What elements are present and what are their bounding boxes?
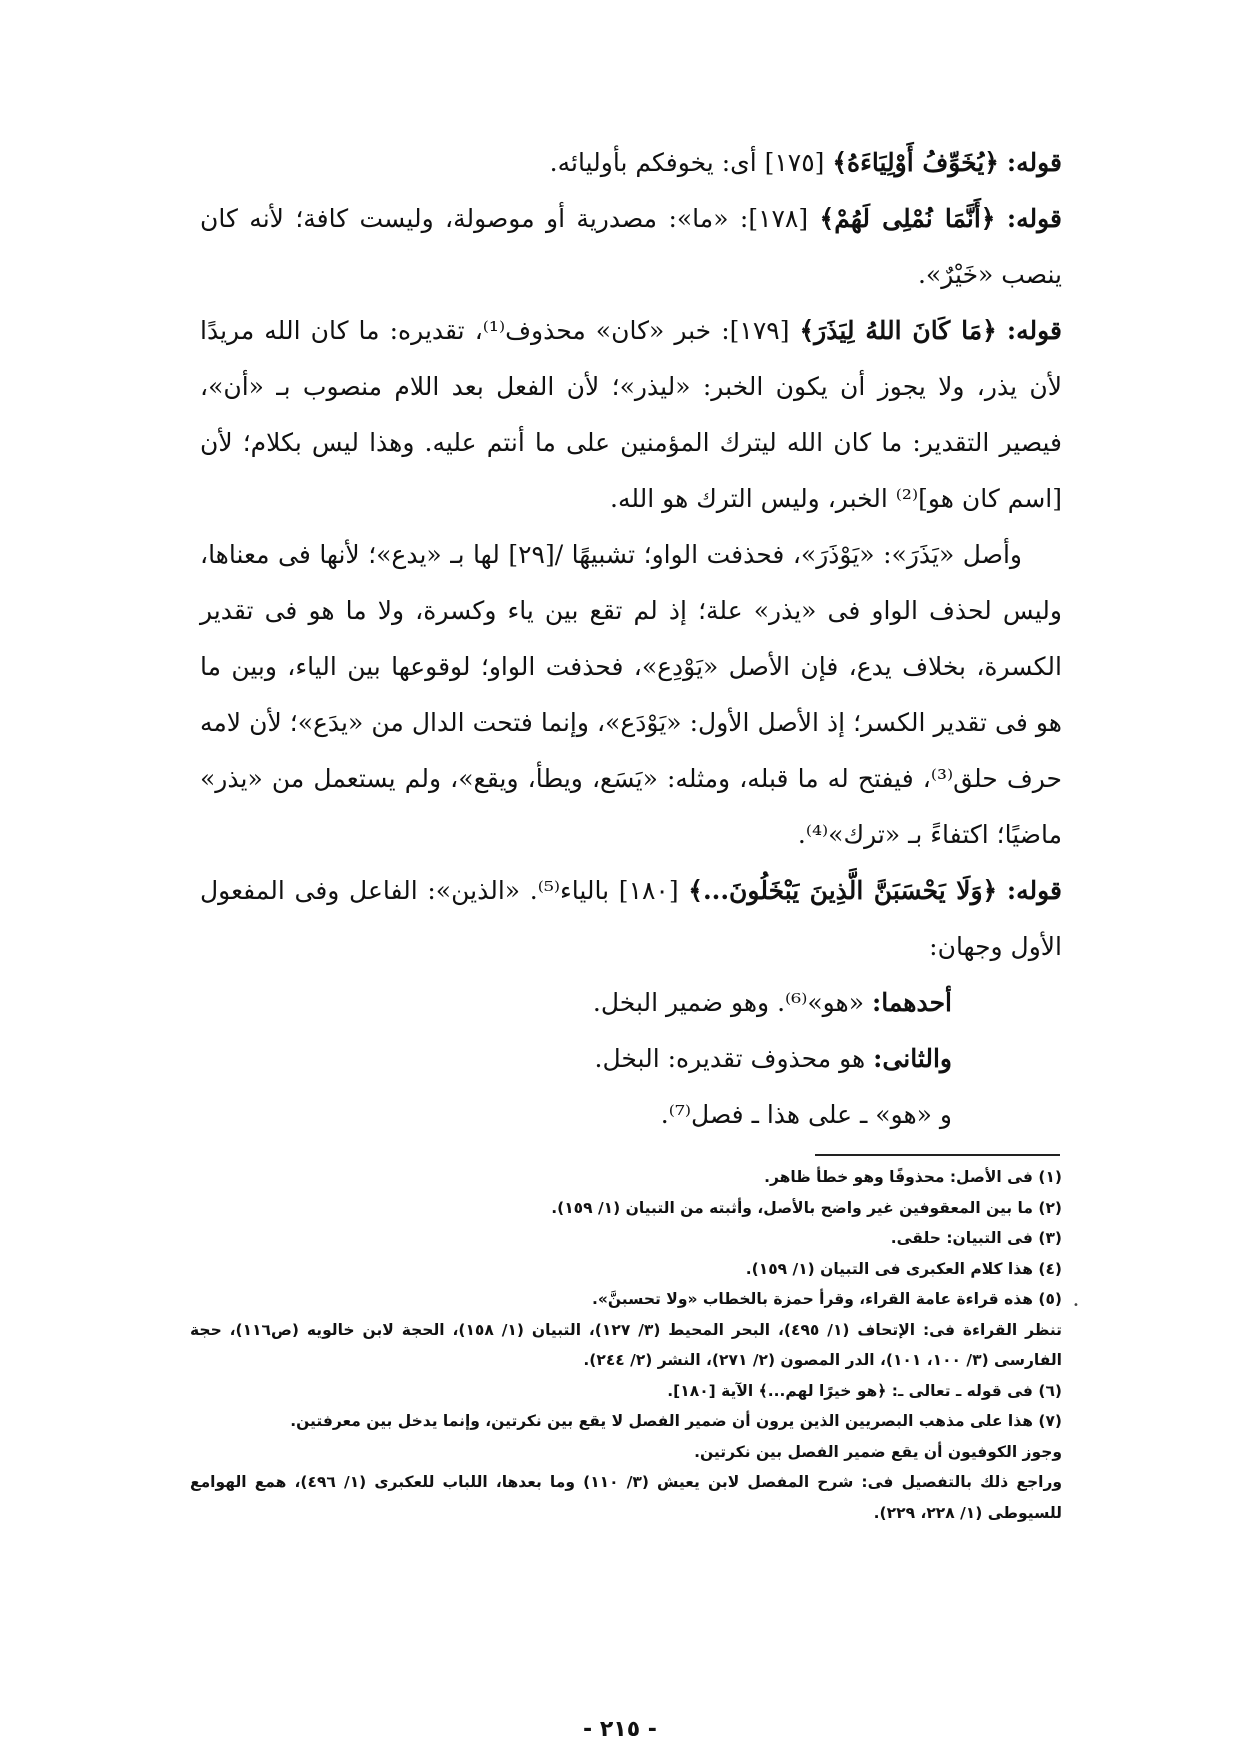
footnote-6: (٦) فى قوله ـ تعالى ـ: ﴿هو خيرًا لهم...﴾ الآية [١٨٠].	[667, 1381, 1062, 1400]
paragraph-2	[200, 191, 1062, 303]
footnote-1: (١) فى الأصل: محذوفًا وهو خطأ ظاهر.	[764, 1168, 1062, 1186]
lead-word: قوله:	[1006, 148, 1062, 177]
lead-word: قوله:	[1006, 204, 1063, 233]
quran-quote: ﴿أَنَّمَا نُمْلِى لَهُمْ﴾	[819, 204, 996, 233]
footnote-5-sources: تنظر القراءة فى: الإتحاف (١/ ٤٩٥)، البحر المحيط (٣/ ١٢٧)، التبيان (١/ ١٥٨)، الحجة لابن خالويه (ص١١٦)، حجة الفارسى (٣/ ١٠٠، ١٠١)، الدر المصون (٢/ ٢٧١)، النشر (٢/ ٢٤٤).	[190, 1320, 1062, 1369]
page-number: - ٢١٥ -	[583, 1717, 657, 1742]
paragraph-5	[200, 863, 1062, 975]
lead-word: قوله:	[1006, 876, 1062, 905]
footnote-2: (٢) ما بين المعقوفين غير واضح بالأصل، وأثبته من التبيان (١/ ١٥٩).	[551, 1198, 1062, 1217]
paragraph-3	[200, 303, 1062, 527]
aspect-label: والثانى:	[873, 1044, 952, 1073]
footnote-4: (٤) هذا كلام العكبرى فى التبيان (١/ ١٥٩).	[745, 1259, 1062, 1278]
paragraph-1	[200, 135, 1062, 191]
footnote-3: (٣) فى التبيان: حلقى.	[890, 1229, 1062, 1247]
paragraph-4: وأصل «يَذَرَ»: «يَوْذَرَ»، فحذفت الواو؛ تشبيهًا /[٢٩] لها بـ «يدع»؛ لأنها فى معناها، وليس لحذف الواو فى «يذر» علة؛ إذ لم تقع بين ياء وكسرة، ولا ما هو فى تقدير الكسرة، بخلاف يدع، فإن الأصل «يَوْدِع»، فحذفت الواو؛ لوقوعها بين الياء، وبين ما هو فى تقدير الكسر؛ إذ الأصل الأول: «يَوْدَع»، وإنما فتحت الدال من «يدَع»؛ لأن لامه حرف حلق⁽³⁾، فيفتح له ما قبله، ومثله: «يَسَع، ويطأ، ويقع»، ولم يستعمل من «يذر» ماضيًا؛ اكتفاءً بـ «ترك»⁽⁴⁾.	[200, 540, 1062, 849]
paragraph-text: [١٧٥] أى: يخوفكم بأوليائه.	[549, 148, 833, 177]
aspect-text: هو محذوف تقديره: البخل.	[594, 1044, 874, 1073]
aspect-text: «هو»⁽⁶⁾. وهو ضمير البخل.	[592, 988, 872, 1017]
footnote-divider	[815, 1154, 1060, 1156]
second-aspect	[200, 1031, 1062, 1087]
footnote-7: (٧) هذا على مذهب البصريين الذين يرون أن ضمير الفصل لا يقع بين نكرتين، وإنما يدخل بين معرفتين.	[290, 1412, 1062, 1430]
margin-dot: •	[1073, 1300, 1079, 1311]
quran-quote: ﴿يُخَوِّفُ أَوْلِيَاءَهُ﴾	[832, 148, 999, 177]
aspect-label: أحدهما:	[871, 988, 952, 1017]
main-text	[200, 135, 1062, 1143]
quran-quote: ﴿وَلَا يَحْسَبَنَّ الَّذِينَ يَبْخَلُونَ...﴾	[688, 876, 998, 905]
paragraph-text: [١٨٠] بالياء⁽⁵⁾. «الذين»: الفاعل وفى المفعول الأول وجهان:	[200, 876, 1062, 961]
quran-quote: ﴿مَا كَانَ اللهُ لِيَذَرَ﴾	[799, 316, 997, 345]
closing-line: و «هو» ـ على هذا ـ فصل⁽⁷⁾.	[660, 1100, 952, 1129]
paragraph-text: [١٧٨]: «ما»: مصدرية أو موصولة، وليست كافة؛ لأنه كان ينصب «خَيْرٌ».	[200, 204, 1062, 289]
paragraph-text: [١٧٩]: خبر «كان» محذوف⁽¹⁾، تقديره: ما كان الله مريدًا لأن يذر، ولا يجوز أن يكون الخبر: «ليذر»؛ لأن الفعل بعد اللام منصوب بـ «أن»، فيصير التقدير: ما كان الله ليترك المؤمنين على ما أنتم عليه. وهذا ليس بكلام؛ لأن [اسم كان هو]⁽²⁾ الخبر، وليس الترك هو الله.	[200, 316, 1062, 513]
footnote-5: (٥) هذه قراءة عامة القراء، وقرأ حمزة بالخطاب «ولا تحسبنَّ».	[591, 1290, 1062, 1308]
first-aspect	[200, 975, 1062, 1031]
footnote-7-references: وراجع ذلك بالتفصيل فى: شرح المفصل لابن يعيش (٣/ ١١٠) وما بعدها، اللباب للعكبرى (١/ ٤٩٦)، همع الهوامع للسيوطى (١/ ٢٢٨، ٢٢٩).	[190, 1473, 1063, 1522]
footnotes	[190, 1162, 1062, 1528]
lead-word: قوله:	[1006, 316, 1062, 345]
footnote-7-continued: وجوز الكوفيون أن يقع ضمير الفصل بين نكرتين.	[694, 1442, 1062, 1461]
